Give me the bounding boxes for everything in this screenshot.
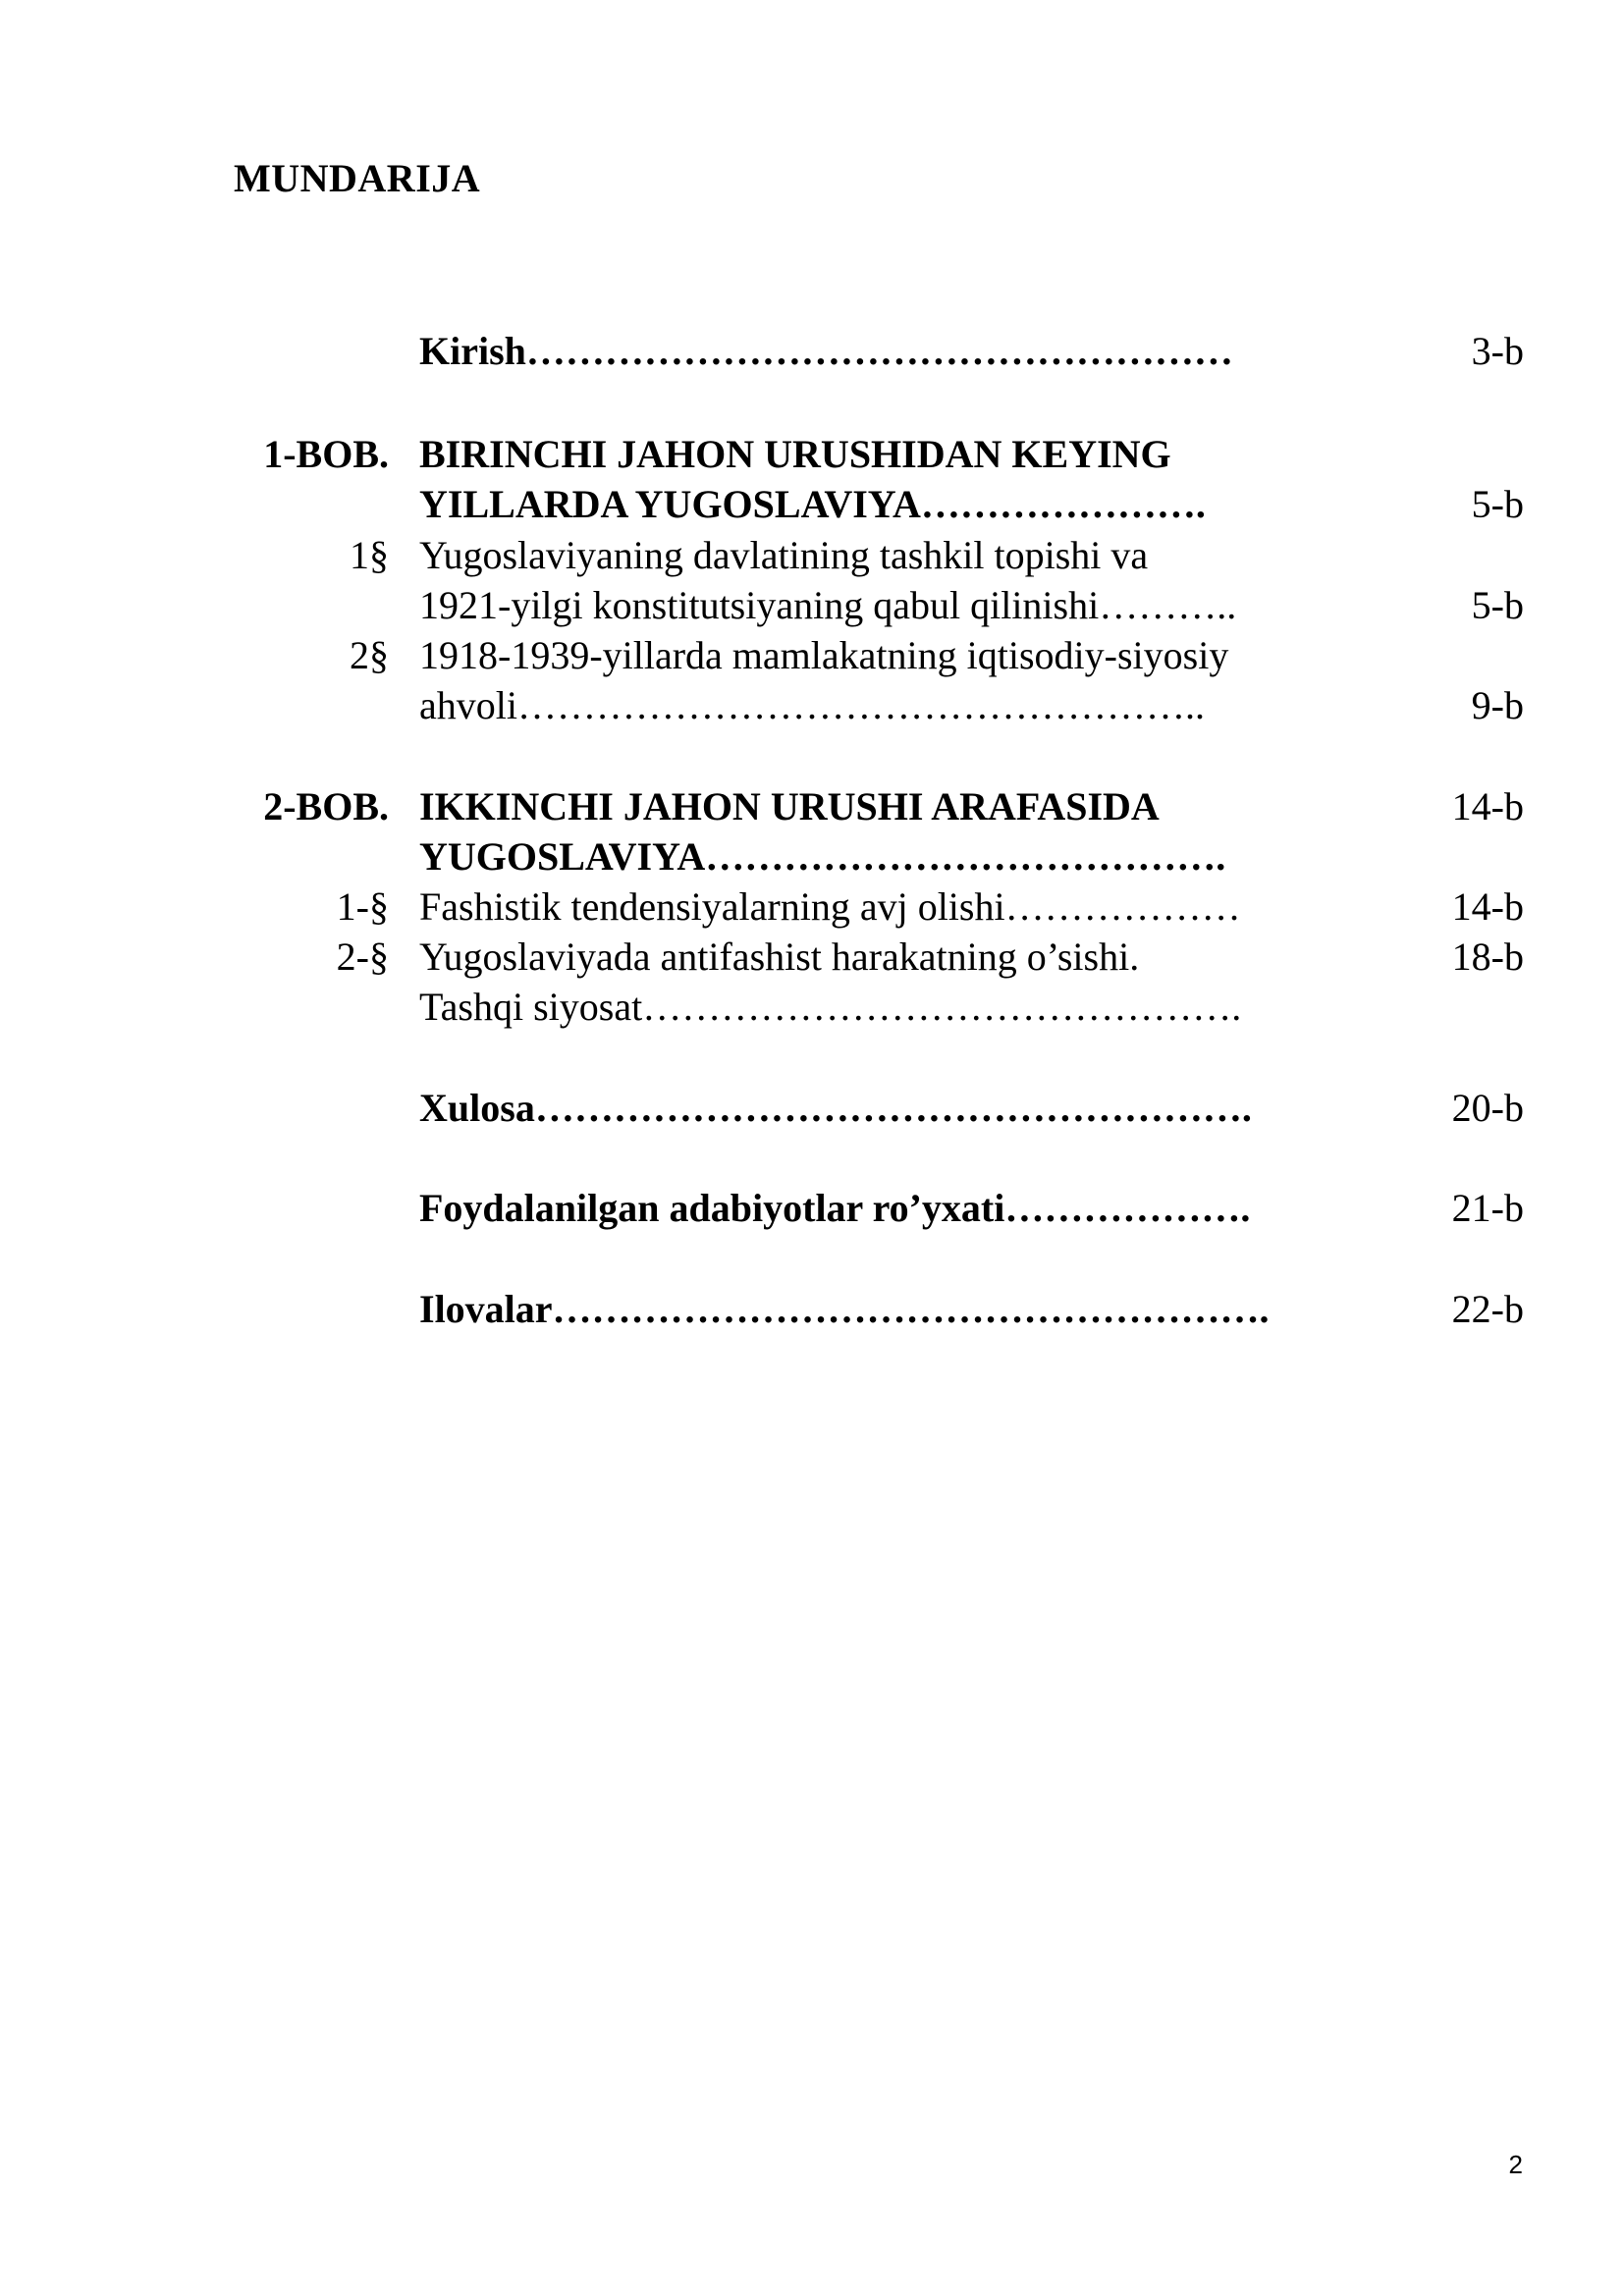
toc-chapter2-title-line1: IKKINCHI JAHON URUSHI ARAFASIDA (419, 784, 1160, 828)
toc-bibliography-page: 21-b (1451, 1186, 1524, 1230)
toc-appendices-page: 22-b (1451, 1287, 1524, 1331)
toc-section-2-2-line2: Tashqi siyosat………………………………………. (419, 985, 1242, 1029)
toc-section-1-1-line1: Yugoslaviyaning davlatining tashkil topishi va (419, 533, 1149, 577)
toc-chapter1-number: 1-BOB. (263, 432, 389, 476)
toc-section-1-1-number: 1§ (350, 533, 389, 577)
toc-conclusion-page: 20-b (1451, 1086, 1524, 1130)
toc-chapter2-number: 2-BOB. (263, 784, 389, 828)
toc-section-1-2-line2: ahvoli…………………………………………….. (419, 683, 1205, 727)
toc-intro-page: 3-b (1471, 329, 1524, 373)
toc-section-1-2-number: 2§ (350, 633, 389, 677)
toc-section-2-1-page: 14-b (1451, 884, 1524, 929)
toc-appendices-title: Ilovalar………………………………………………. (419, 1287, 1270, 1331)
toc-intro-title: Kirish……………………………………………… (419, 329, 1233, 373)
toc-chapter1-title-line1: BIRINCHI JAHON URUSHIDAN KEYING (419, 432, 1171, 476)
toc-chapter1-title-line2: YILLARDA YUGOSLAVIYA…………………. (419, 482, 1206, 526)
toc-section-1-1-line2: 1921-yilgi konstitutsiyaning qabul qilinishi……….. (419, 583, 1237, 627)
toc-chapter1-page: 5-b (1471, 482, 1524, 526)
toc-section-2-2-number: 2-§ (336, 934, 389, 979)
toc-conclusion-title: Xulosa………………………………………………. (419, 1086, 1252, 1130)
toc-bibliography-title: Foydalanilgan adabiyotlar ro’yxati………………. (419, 1186, 1251, 1230)
toc-chapter2-page: 14-b (1451, 784, 1524, 828)
toc-section-1-2-line1: 1918-1939-yillarda mamlakatning iqtisodiy-siyosiy (419, 633, 1229, 677)
toc-section-2-2-line1: Yugoslaviyada antifashist harakatning o’sishi. (419, 934, 1140, 979)
toc-section-1-2-page: 9-b (1471, 683, 1524, 727)
toc-section-2-1-line1: Fashistik tendensiyalarning avj olishi……………… (419, 884, 1241, 929)
page-title: MUNDARIJA (234, 156, 481, 200)
toc-section-1-1-page: 5-b (1471, 583, 1524, 627)
toc-section-2-1-number: 1-§ (336, 884, 389, 929)
page-number: 2 (1508, 2150, 1523, 2179)
toc-chapter2-title-line2: YUGOSLAVIYA…………………………………. (419, 834, 1226, 879)
toc-section-2-2-page: 18-b (1451, 934, 1524, 979)
